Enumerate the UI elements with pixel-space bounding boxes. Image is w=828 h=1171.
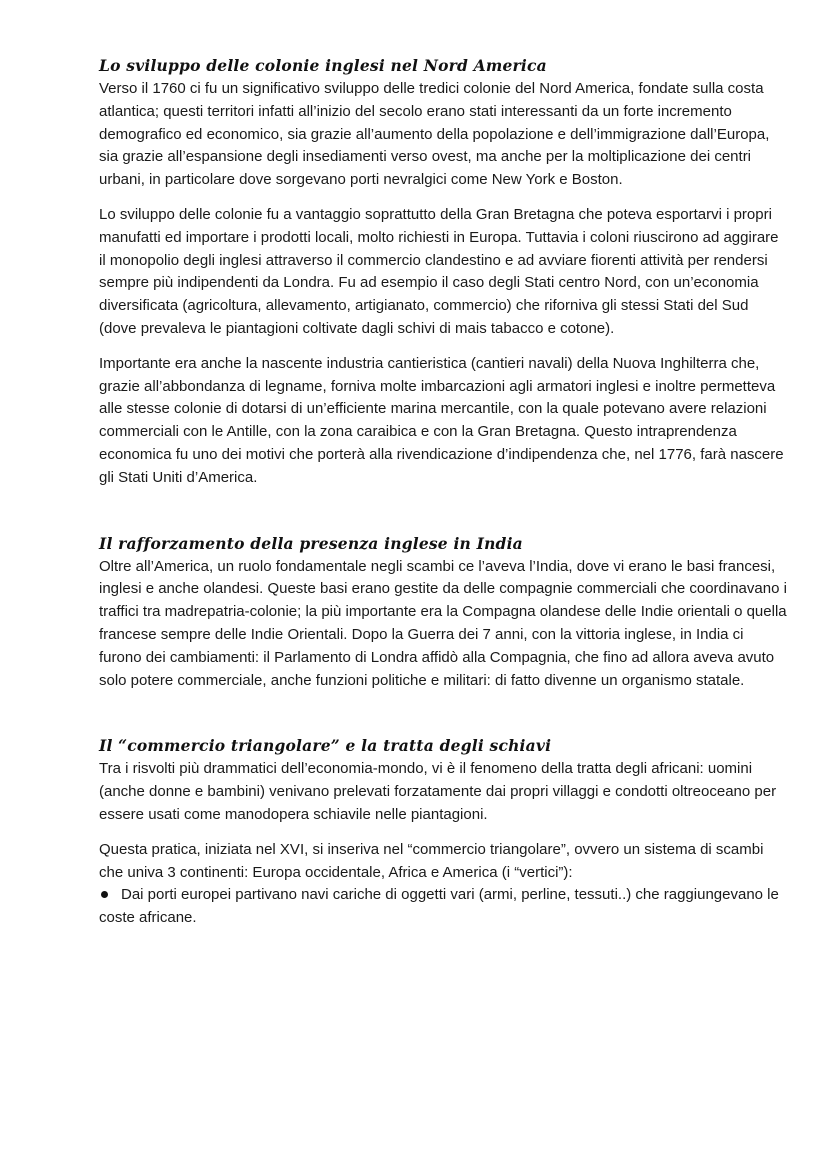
section-india (99, 532, 789, 693)
document-content (99, 54, 789, 930)
section-colonie-nord-america (99, 54, 789, 490)
paragraph: Lo sviluppo delle colonie fu a vantaggio soprattutto della Gran Bretagna che poteva esportarvi i propri manufatti ed importare i prodotti locali, molto richiesti in Europa. Tuttavia i coloni riuscirono ad aggirare il monopolio degli inglesi attraverso il commercio clandestino e ad avviare fiorenti attività per rendersi sempre più indipendenti da Londra. Fu ad esempio il caso degli Stati centro Nord, con un’economia diversificata (agricoltura, allevamento, artigianato, commercio) che riforniva gli stessi Stati del Sud (dove prevaleva le piantagioni coltivate dagli schivi di mais tabacco e cotone). (99, 205, 779, 337)
paragraph: Oltre all’America, un ruolo fondamentale negli scambi ce l’aveva l’India, dove vi erano le basi francesi, inglesi e anche olandesi. Queste basi erano gestite da delle compagnie commerciali che coordinavano i traffici tra madrepatria-colonie; la più importante era la Compagna olandese delle Indie orientali o quella francese sempre delle Indie Orientali. Dopo la Guerra dei 7 anni, con la vittoria inglese, in India ci furono dei cambiamenti: il Parlamento di Londra affidò alla Compagnia, che fino ad allora aveva avuto solo potere commerciale, anche funzioni politiche e militari: di fatto divenne un organismo statale. (99, 557, 787, 689)
paragraph: Importante era anche la nascente industria cantieristica (cantieri navali) della Nuova Inghilterra che, grazie all’abbondanza di legname, forniva molte imbarcazioni agli armatori inglesi e inoltre permetteva alle stesse colonie di dotarsi di un’efficiente marina mercantile, con la quale potevano avere relazioni commerciali con le Antille, con la zona caraibica e con la Gran Bretagna. Questo intraprendenza economica fu uno dei motivi che porterà alla rivendicazione d’indipendenza che, nel 1776, farà nascere gli Stati Uniti d’America. (99, 354, 784, 486)
bullet-item (99, 884, 789, 930)
bullet-icon (101, 891, 108, 898)
section-commercio-triangolare (99, 734, 789, 930)
paragraph: Tra i risvolti più drammatici dell’economia-mondo, vi è il fenomeno della tratta degli africani: uomini (anche donne e bambini) venivano prelevati forzatamente dai propri villaggi e condotti oltreoceano per essere usati come manodopera schiavile nelle piantagioni. (99, 760, 777, 823)
bullet-text: Dai porti europei partivano navi cariche di oggetti vari (armi, perline, tessuti..) che raggiungevano le coste africane. (99, 886, 779, 927)
paragraph: Questa pratica, iniziata nel XVI, si inseriva nel “commercio triangolare”, ovvero un sistema di scambi che univa 3 continenti: Europa occidentale, Africa e America (i “vertici”): (99, 840, 764, 881)
section-heading: Il “commercio triangolare” e la tratta degli schiavi (99, 736, 552, 756)
section-spacer (99, 502, 789, 532)
bullet-list (99, 884, 789, 930)
section-heading: Lo sviluppo delle colonie inglesi nel Nord America (99, 56, 547, 75)
section-heading: Il rafforzamento della presenza inglese in India (99, 533, 523, 553)
paragraph: Verso il 1760 ci fu un significativo sviluppo delle tredici colonie del Nord America, fondate sulla costa atlantica; questi territori infatti all’inizio del secolo erano stati interessanti da un forte incremento demografico ed economico, sia grazie all’aumento della popolazione e dell’immigrazione dall’Europa, sia grazie all’espansione degli insediamenti verso ovest, ma anche per la moltiplicazione dei centri urbani, in particolare dove sorgevano porti nevralgici come New York e Boston. (99, 80, 770, 189)
section-spacer (99, 704, 789, 734)
